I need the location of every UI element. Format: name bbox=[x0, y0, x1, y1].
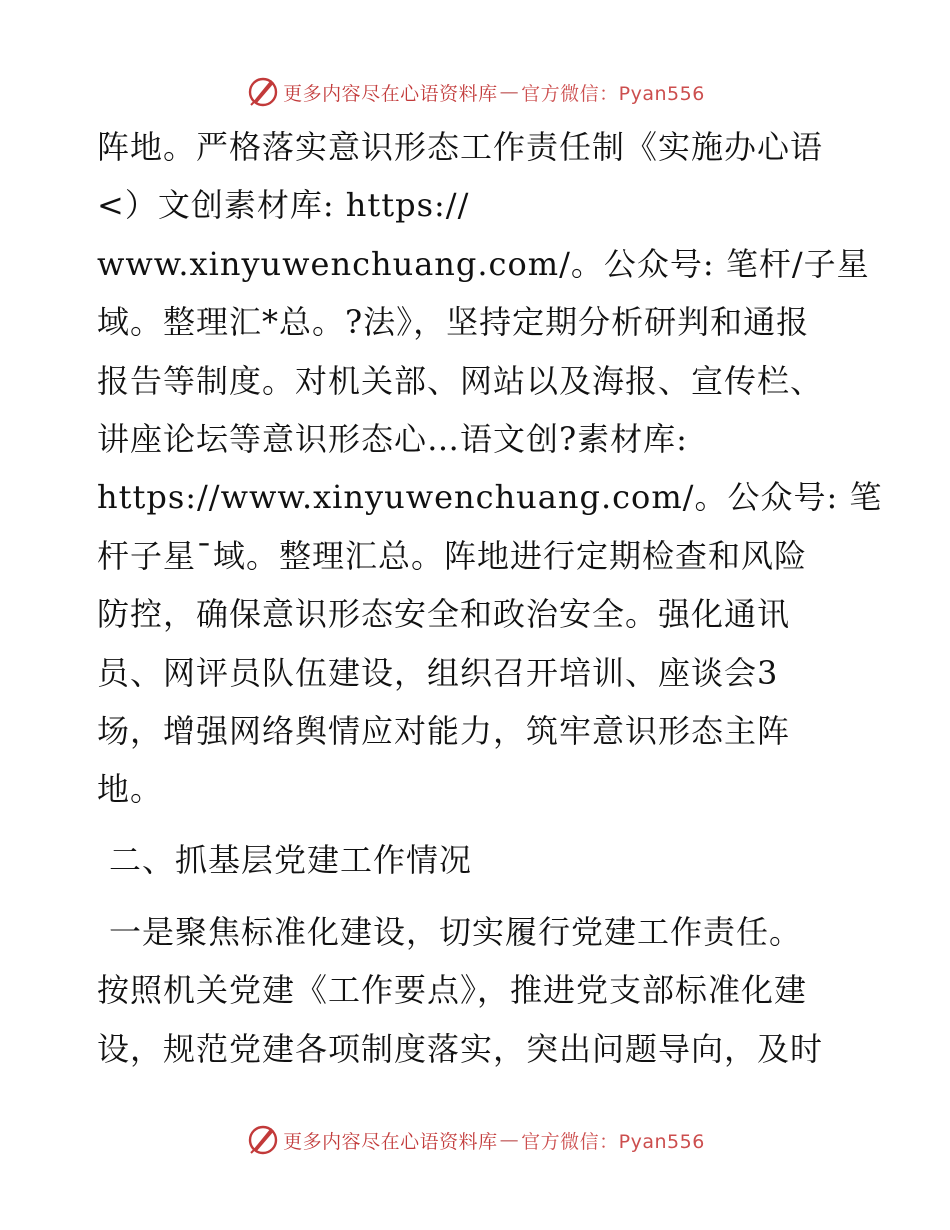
body-line: https://www.xinyuwenchuang.com/。公众号: 笔 bbox=[97, 478, 883, 517]
para2-line: 按照机关党建《工作要点》，推进党支部标准化建 bbox=[97, 971, 808, 1010]
body-line: <）文创素材库: https:// bbox=[97, 186, 470, 225]
banner-main-text: 更多内容尽在心语资料库 bbox=[283, 1130, 498, 1153]
body-line: 防控，确保意识形态安全和政治安全。强化通讯 bbox=[97, 595, 791, 634]
body-line: 员、网评员队伍建设，组织召开培训、座谈会3 bbox=[97, 653, 779, 692]
body-line: 报告等制度。对机关部、网站以及海报、宣传栏、 bbox=[97, 361, 824, 400]
quill-pen-logo-icon bbox=[245, 1122, 281, 1158]
document-body bbox=[97, 118, 883, 1078]
banner-wechat-text: 官方微信：Pyan556 bbox=[521, 82, 705, 105]
banner-separator: — bbox=[499, 1129, 520, 1151]
body-line: 场，增强网络舆情应对能力，筑牢意识形态主阵 bbox=[97, 711, 791, 750]
section-heading: 二、抓基层党建工作情况 bbox=[109, 840, 473, 879]
banner-separator: — bbox=[499, 81, 520, 103]
banner-wechat-text: 官方微信：Pyan556 bbox=[521, 1130, 705, 1153]
body-line: 杆子星¯域。整理汇总。阵地进行定期检查和风险 bbox=[97, 536, 808, 575]
para2-line: 设，规范党建各项制度落实，突出问题导向，及时 bbox=[97, 1029, 824, 1068]
body-line: 讲座论坛等意识形态心…语文创?素材库: bbox=[97, 419, 688, 458]
quill-pen-logo-icon bbox=[245, 74, 281, 110]
top-banner bbox=[0, 70, 950, 114]
body-line: 域。整理汇*总。?法》，坚持定期分析研判和通报 bbox=[97, 303, 810, 342]
body-line: www.xinyuwenchuang.com/。公众号: 笔杆/子星 bbox=[97, 244, 870, 283]
body-line: 阵地。严格落实意识形态工作责任制《实施办心语 bbox=[97, 128, 824, 166]
para2-line: 一是聚焦标准化建设，切实履行党建工作责任。 bbox=[109, 913, 803, 952]
banner-main-text: 更多内容尽在心语资料库 bbox=[283, 82, 498, 105]
bottom-banner bbox=[0, 1118, 950, 1162]
body-line: 地。 bbox=[97, 770, 164, 809]
